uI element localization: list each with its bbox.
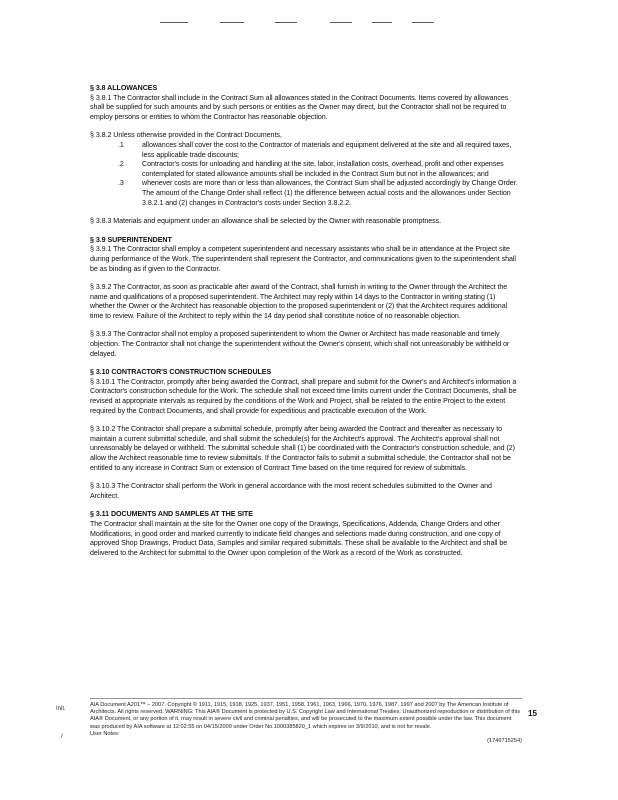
document-id: (1749715254) xyxy=(487,738,522,745)
paragraph-3-8-1: § 3.8.1 The Contractor shall include in the Contract Sum all allowances stated in the Contract Documents. Items covered by allowances shall be supplied for such amounts and by such persons or entities as the Owner may direct, but the Contractor shall not be required to employ persons or entities to whom the Contractor has reasonable objection. xyxy=(90,93,509,121)
footer-divider xyxy=(90,698,522,699)
header-rule xyxy=(0,18,618,26)
legal-footer xyxy=(90,702,522,745)
initials-label: Init. xyxy=(56,706,66,712)
paragraph-3-10-1: § 3.10.1 The Contractor, promptly after being awarded the Contract, shall prepare and submit for the Owner's and Architect's information a Contractor's construction schedule for the Work. The schedule shall not exceed time limits current under the Contract Documents, shall be revised at appropriate intervals as required by the conditions of the Work and Project, shall be related to the entire Project to the extent required by the Contract Documents, and shall provide for expeditious and practicable execution of the Work. xyxy=(90,377,517,415)
list-item xyxy=(90,160,522,179)
paragraph-3-8-3: § 3.8.3 Materials and equipment under an allowance shall be selected by the Owner with reasonable promptness. xyxy=(90,217,442,226)
list-item xyxy=(90,141,522,160)
paragraph-3-9-3: § 3.9.3 The Contractor shall not employ a proposed superintendent to whom the Owner or Architect has made reasonable and timely objection. The Contractor shall not change the superintendent without the Owner's consent, which shall not unreasonably be withheld or delayed. xyxy=(90,330,510,358)
paragraph-3-9-1: § 3.9.1 The Contractor shall employ a competent superintendent and necessary assistants who shall be in attendance at the Project site during performance of the Work. The superintendent shall represent the Contractor, and communications given to the superintendent shall be as binding as if given to the Contractor. xyxy=(90,245,516,273)
section-heading-schedules: § 3.10 CONTRACTOR'S CONSTRUCTION SCHEDULES xyxy=(90,368,272,377)
section-heading-superintendent: § 3.9 SUPERINTENDENT xyxy=(90,235,172,244)
paragraph-3-10-2: § 3.10.2 The Contractor shall prepare a submittal schedule, promptly after being awarded the Contract and thereafter as necessary to maintain a current submittal schedule, and shall submit the schedule(s) for the Architect's approval. The Architect's approval shall not unreasonably be delayed or withheld. The submittal schedule shall (1) be coordinated with the Contractor's construction schedule, and (2) allow the Architect reasonable time to review submittals. If the Contractor fails to submit a submittal schedule, the Contractor shall not be entitled to any increase in Contract Sum or extension of Contract Time based on the time required for review of submittals. xyxy=(90,425,515,472)
paragraph-3-8-2: § 3.8.2 Unless otherwise provided in the Contract Documents, xyxy=(90,131,282,140)
paragraph-3-9-2: § 3.9.2 The Contractor, as soon as practicable after award of the Contract, shall furnish in writing to the Owner through the Architect the name and qualifications of a proposed superintendent. The Architect may reply within 14 days to the Contractor in writing stating (1) whether the Owner or the Architect has reasonable objection to the proposed superintendent or (2) that the Architect requires additional time to review. Failure of the Architect to reply within the 14 day period shall constitute notice of no reasonable objection. xyxy=(90,283,508,320)
list-item-number: .1 xyxy=(118,140,124,149)
section-heading-allowances: § 3.8 ALLOWANCES xyxy=(90,84,158,92)
initials-mark: / xyxy=(61,734,63,740)
list-item-text: Contractor's costs for unloading and handling at the site, labor, installation costs, overhead, profit and other expenses contemplated for stated allowance amounts shall be included in the Contract Sum but not in the allowances; and xyxy=(142,160,504,178)
paragraph-3-11: The Contractor shall maintain at the site for the Owner one copy of the Drawings, Specifications, Addenda, Change Orders and other Modifications, in good order and marked currently to indicate field changes and selections made during construction, and one copy of approved Shop Drawings, Product Data, Samples and similar required submittals. These shall be available to the Architect and shall be delivered to the Architect for submittal to the Owner upon completion of the Work as a record of the Work as constructed. xyxy=(90,519,508,557)
page-number: 15 xyxy=(528,709,537,718)
list-item-text: whenever costs are more than or less than allowances, the Contract Sum shall be adjusted accordingly by Change Order. The amount of the Change Order shall reflect (1) the difference between actual costs and the allowances under Section 3.8.2.1 and (2) changes in Contractor's costs under Section 3.8.2.2. xyxy=(142,179,518,207)
list-item xyxy=(90,179,522,208)
copyright-notice: AIA Document A201™ – 2007. Copyright © 1911, 1915, 1918, 1925, 1937, 1951, 1958, 1961, 1963, 1966, 1970, 1976, 1987, 1997 and 2007 by The American Institute of Architects. All rights reserved. WARNING: This AIA® Document is protected by U.S. Copyright Law and International Treaties. Unauthorized reproduction or distribution of this AIA® Document, or any portion of it, may result in severe civil and criminal penalties, and will be prosecuted to the maximum extent possible under the law. This document was produced by AIA software at 12:02:55 on 04/15/2009 under Order No.1000385820_1 which expires on 3/9/2010, and is not for resale. xyxy=(90,702,521,730)
list-item-number: .2 xyxy=(118,160,124,169)
paragraph-3-10-3: § 3.10.3 The Contractor shall perform the Work in general accordance with the most recent schedules submitted to the Owner and Architect. xyxy=(90,482,492,500)
user-notes-label: User Notes: xyxy=(90,730,120,737)
list-item-number: .3 xyxy=(118,179,124,188)
document-body xyxy=(90,84,522,558)
list-item-text: allowances shall cover the cost to the Contractor of materials and equipment delivered at the site and all required taxes, less applicable trade discounts; xyxy=(142,140,512,159)
section-heading-documents: § 3.11 DOCUMENTS AND SAMPLES AT THE SITE xyxy=(90,510,253,519)
